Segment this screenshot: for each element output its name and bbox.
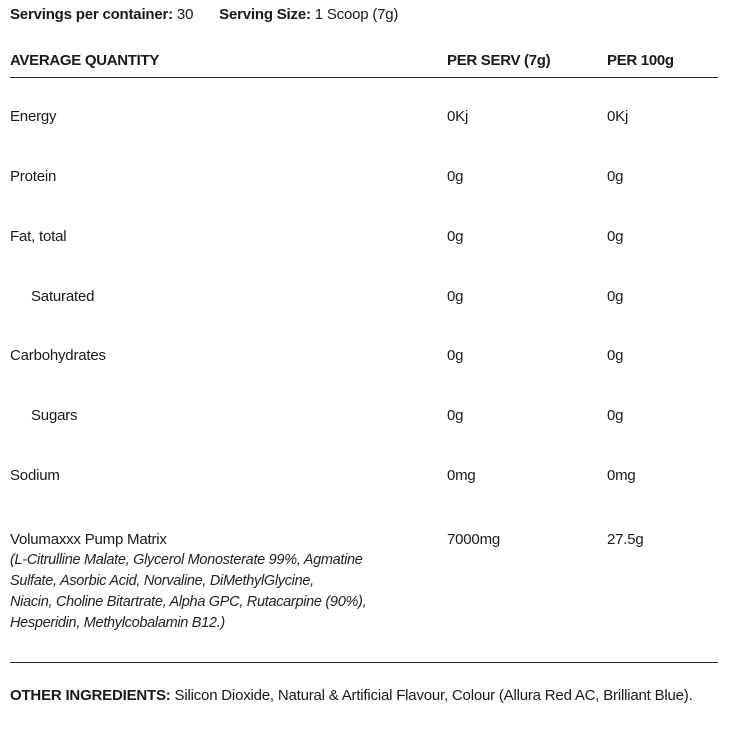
row-per-serv: 0g xyxy=(447,228,464,245)
row-per-serv: 0g xyxy=(447,168,464,185)
row-name-energy: Energy xyxy=(10,108,57,125)
row-per-100g: 0g xyxy=(607,168,624,185)
row-per-100g: 0g xyxy=(607,288,624,305)
header-per-100g: PER 100g xyxy=(607,52,674,69)
header-average-quantity: AVERAGE QUANTITY xyxy=(10,52,160,69)
table-header xyxy=(10,52,718,76)
header-divider xyxy=(10,77,718,78)
row-per-100g: 0g xyxy=(607,407,624,424)
row-name-carbohydrates: Carbohydrates xyxy=(10,347,106,364)
row-per-100g: 0mg xyxy=(607,467,636,484)
header-per-serv: PER SERV (7g) xyxy=(447,52,551,69)
matrix-desc-line: Niacin, Choline Bitartrate, Alpha GPC, Rutacarpine (90%), xyxy=(10,594,367,610)
serving-size-label: Serving Size: xyxy=(219,6,311,23)
row-per-serv: 0g xyxy=(447,288,464,305)
row-name-sodium: Sodium xyxy=(10,467,60,484)
other-ingredients-text: Silicon Dioxide, Natural & Artificial Flavour, Colour (Allura Red AC, Brilliant Blue). xyxy=(174,687,693,704)
row-per-100g: 0g xyxy=(607,347,624,364)
row-per-100g: 0Kj xyxy=(607,108,629,125)
other-ingredients-label: OTHER INGREDIENTS: xyxy=(10,687,171,704)
servings-label: Servings per container: xyxy=(10,6,173,23)
serving-info xyxy=(10,6,398,23)
row-per-serv: 0g xyxy=(447,407,464,424)
serving-size-value: 1 Scoop (7g) xyxy=(314,6,399,23)
table-bottom-divider xyxy=(10,662,718,663)
row-per-serv: 0mg xyxy=(447,467,476,484)
matrix-desc-line: Hesperidin, Methylcobalamin B12.) xyxy=(10,615,225,631)
row-name-saturated: Saturated xyxy=(31,288,95,305)
row-name-sugars: Sugars xyxy=(31,407,78,424)
row-per-serv: 0g xyxy=(447,347,464,364)
matrix-cell xyxy=(10,529,430,634)
row-per-100g: 0g xyxy=(607,228,624,245)
matrix-name: Volumaxxx Pump Matrix xyxy=(10,531,167,548)
row-per-serv: 0Kj xyxy=(447,108,469,125)
matrix-desc-line: (L-Citrulline Malate, Glycerol Monosterate 99%, Agmatine xyxy=(10,552,363,568)
row-name-protein: Protein xyxy=(10,168,57,185)
matrix-desc-line: Sulfate, Asorbic Acid, Norvaline, DiMethylGlycine, xyxy=(10,573,314,589)
matrix-per-100g: 27.5g xyxy=(607,531,644,548)
servings-value: 30 xyxy=(176,6,194,23)
row-name-fat-total: Fat, total xyxy=(10,228,67,245)
matrix-per-serv: 7000mg xyxy=(447,531,501,548)
other-ingredients xyxy=(10,684,710,707)
